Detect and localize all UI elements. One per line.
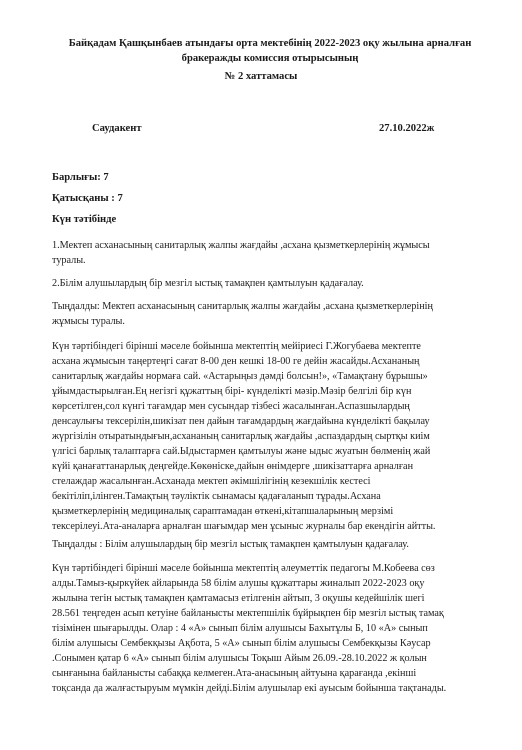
listened-section-1	[52, 299, 492, 329]
text-line: 28.561 теңгеден асып кетуіне байланысты мектепшілік бұйрықпен бір мезгіл ыстық тамақ	[52, 608, 444, 619]
text-line: Күн тәртібіндегі бірінші мәселе бойынша мектептің мейіриесі Г.Жогубаева мектепте	[52, 341, 421, 352]
text-line: алды.Тамыз-қыркүйек айларында 58 білім алушы құжаттары жиналып 2022-2023 оқу	[52, 578, 425, 589]
agenda-item-1	[52, 238, 492, 268]
text-line: Күн тәртібіндегі бірінші мәселе бойынша мектептің әлеуметтік педагогы М.Кобеева сөз	[52, 563, 435, 574]
document-title	[40, 36, 500, 66]
city-name: Саудакент	[92, 123, 142, 134]
text-line: .Сонымен қатар 6 «А» сынып білім алушысы Тоқыш Айым 26.09.-28.10.2022 ж қолын	[52, 653, 427, 664]
text-line: білім алушысы Сембекқызы Ақбота, 5 «А» сынып білім алушысы Сембекқызы Кәусар	[52, 638, 431, 649]
text-line: туралы.	[52, 255, 86, 266]
text-line: жұмысы туралы.	[52, 316, 125, 327]
text-line: күйі қанағаттанарлық деңгейде.Көкөніске,дайын өнімдерге ,шикізаттарға арналған	[52, 461, 414, 472]
text-line: санитарлық жағдайы нормаға сай. «Астарыңыз дәмді болсын!», «Тамақтану бұрышы»	[52, 371, 428, 382]
listened-section-2	[52, 537, 492, 552]
text-line: қызметкерлерінің медициналық сараптамадан өткені,кітапшаларының мерзімі	[52, 506, 394, 517]
text-line: көрсетілген,сол күнгі тағамдар мен сусындар тізбесі жасалынған.Аспазшылардың	[52, 401, 410, 412]
text-line: стелаждар жасалынған.Асханада мектеп әкімшілігінің кезекшілік кестесі	[52, 476, 371, 487]
discussion-paragraph-2	[52, 561, 492, 696]
discussion-paragraph-1	[52, 339, 492, 534]
text-line: тексерілеуі.Ата-аналарға арналған шағымдар мен ұсыныс журналы бар екендігін айтты.	[52, 521, 436, 532]
text-line: 2.Білім алушылардың бір мезгіл ыстық тамақпен қамтылуын қадағалау.	[52, 278, 364, 289]
text-line: бекітіліп,ілінген.Тамақтың тәуліктік сынамасы қадағаланып тұрады.Асхана	[52, 491, 381, 502]
text-line: Тыңдалды : Білім алушылардың бір мезгіл ыстық тамақпен қамтылуын қадағалау.	[52, 539, 409, 550]
text-line: Тыңдалды: Мектеп асханасының санитарлық жалпы жағдайы ,асхана қызметкерлерінің	[52, 301, 433, 312]
agenda-heading: Күн тәтібінде	[52, 214, 117, 225]
text-line: тізімінен шығарылды. Олар : 4 «А» сынып білім алушысы Бахытұлы Б, 10 «А» сынып	[52, 623, 428, 634]
total-members: Барлығы: 7	[52, 172, 109, 183]
protocol-number: № 2 хаттамасы	[224, 71, 298, 82]
meeting-date: 27.10.2022ж	[379, 123, 435, 134]
title-line-1: Байқадам Қашқынбаев атындағы орта мектебінің 2022-2023 оқу жылына арналған	[68, 38, 472, 49]
text-line: жылына тегін ыстық тамақпен қамтамасыз етілгенін айтып, 3 оқушы кедейшілік шегі	[52, 593, 425, 604]
text-line: ұйымдастырылған.Ең негізгі құжаттың бірі- күнделікті мәзір.Мәзір белгілі бір күн	[52, 386, 412, 397]
present-members: Қатысқаны : 7	[52, 193, 123, 204]
text-line: 1.Мектеп асханасының санитарлық жалпы жағдайы ,асхана қызметкерлерінің жұмысы	[52, 240, 430, 251]
text-line: денсаулығы тексерілін,шикізат пен дайын тағамдардың жағдайына күнделікті бақылау	[52, 416, 430, 427]
text-line: асхана жұмысын таңертеңгі сағат 8-00 ден кешкі 18-00 ге дейін жасайды.Асхананың	[52, 356, 420, 367]
text-line: жүргізілін отыратындығын,асхананың санитарлық жағдайы ,аспаздардың сыртқы киім	[52, 431, 430, 442]
text-line: үлгісі барлық талаптарға сай.Ыдыстармен қамтылуы және ыдыс жуатын бөлменің жай	[52, 446, 431, 457]
agenda-item-2	[52, 276, 492, 291]
text-line: сынғанына байланысты сабаққа келмеген.Ата-анасының айтуына қарағанда ,екінші	[52, 668, 417, 679]
text-line: тоқсанда да жалғастыруым мүмкін дейді.Білім алушылар екі ауысым бойынша тақтанады.	[52, 683, 447, 694]
title-line-2: бракеражды комиссия отырысының	[181, 53, 359, 64]
